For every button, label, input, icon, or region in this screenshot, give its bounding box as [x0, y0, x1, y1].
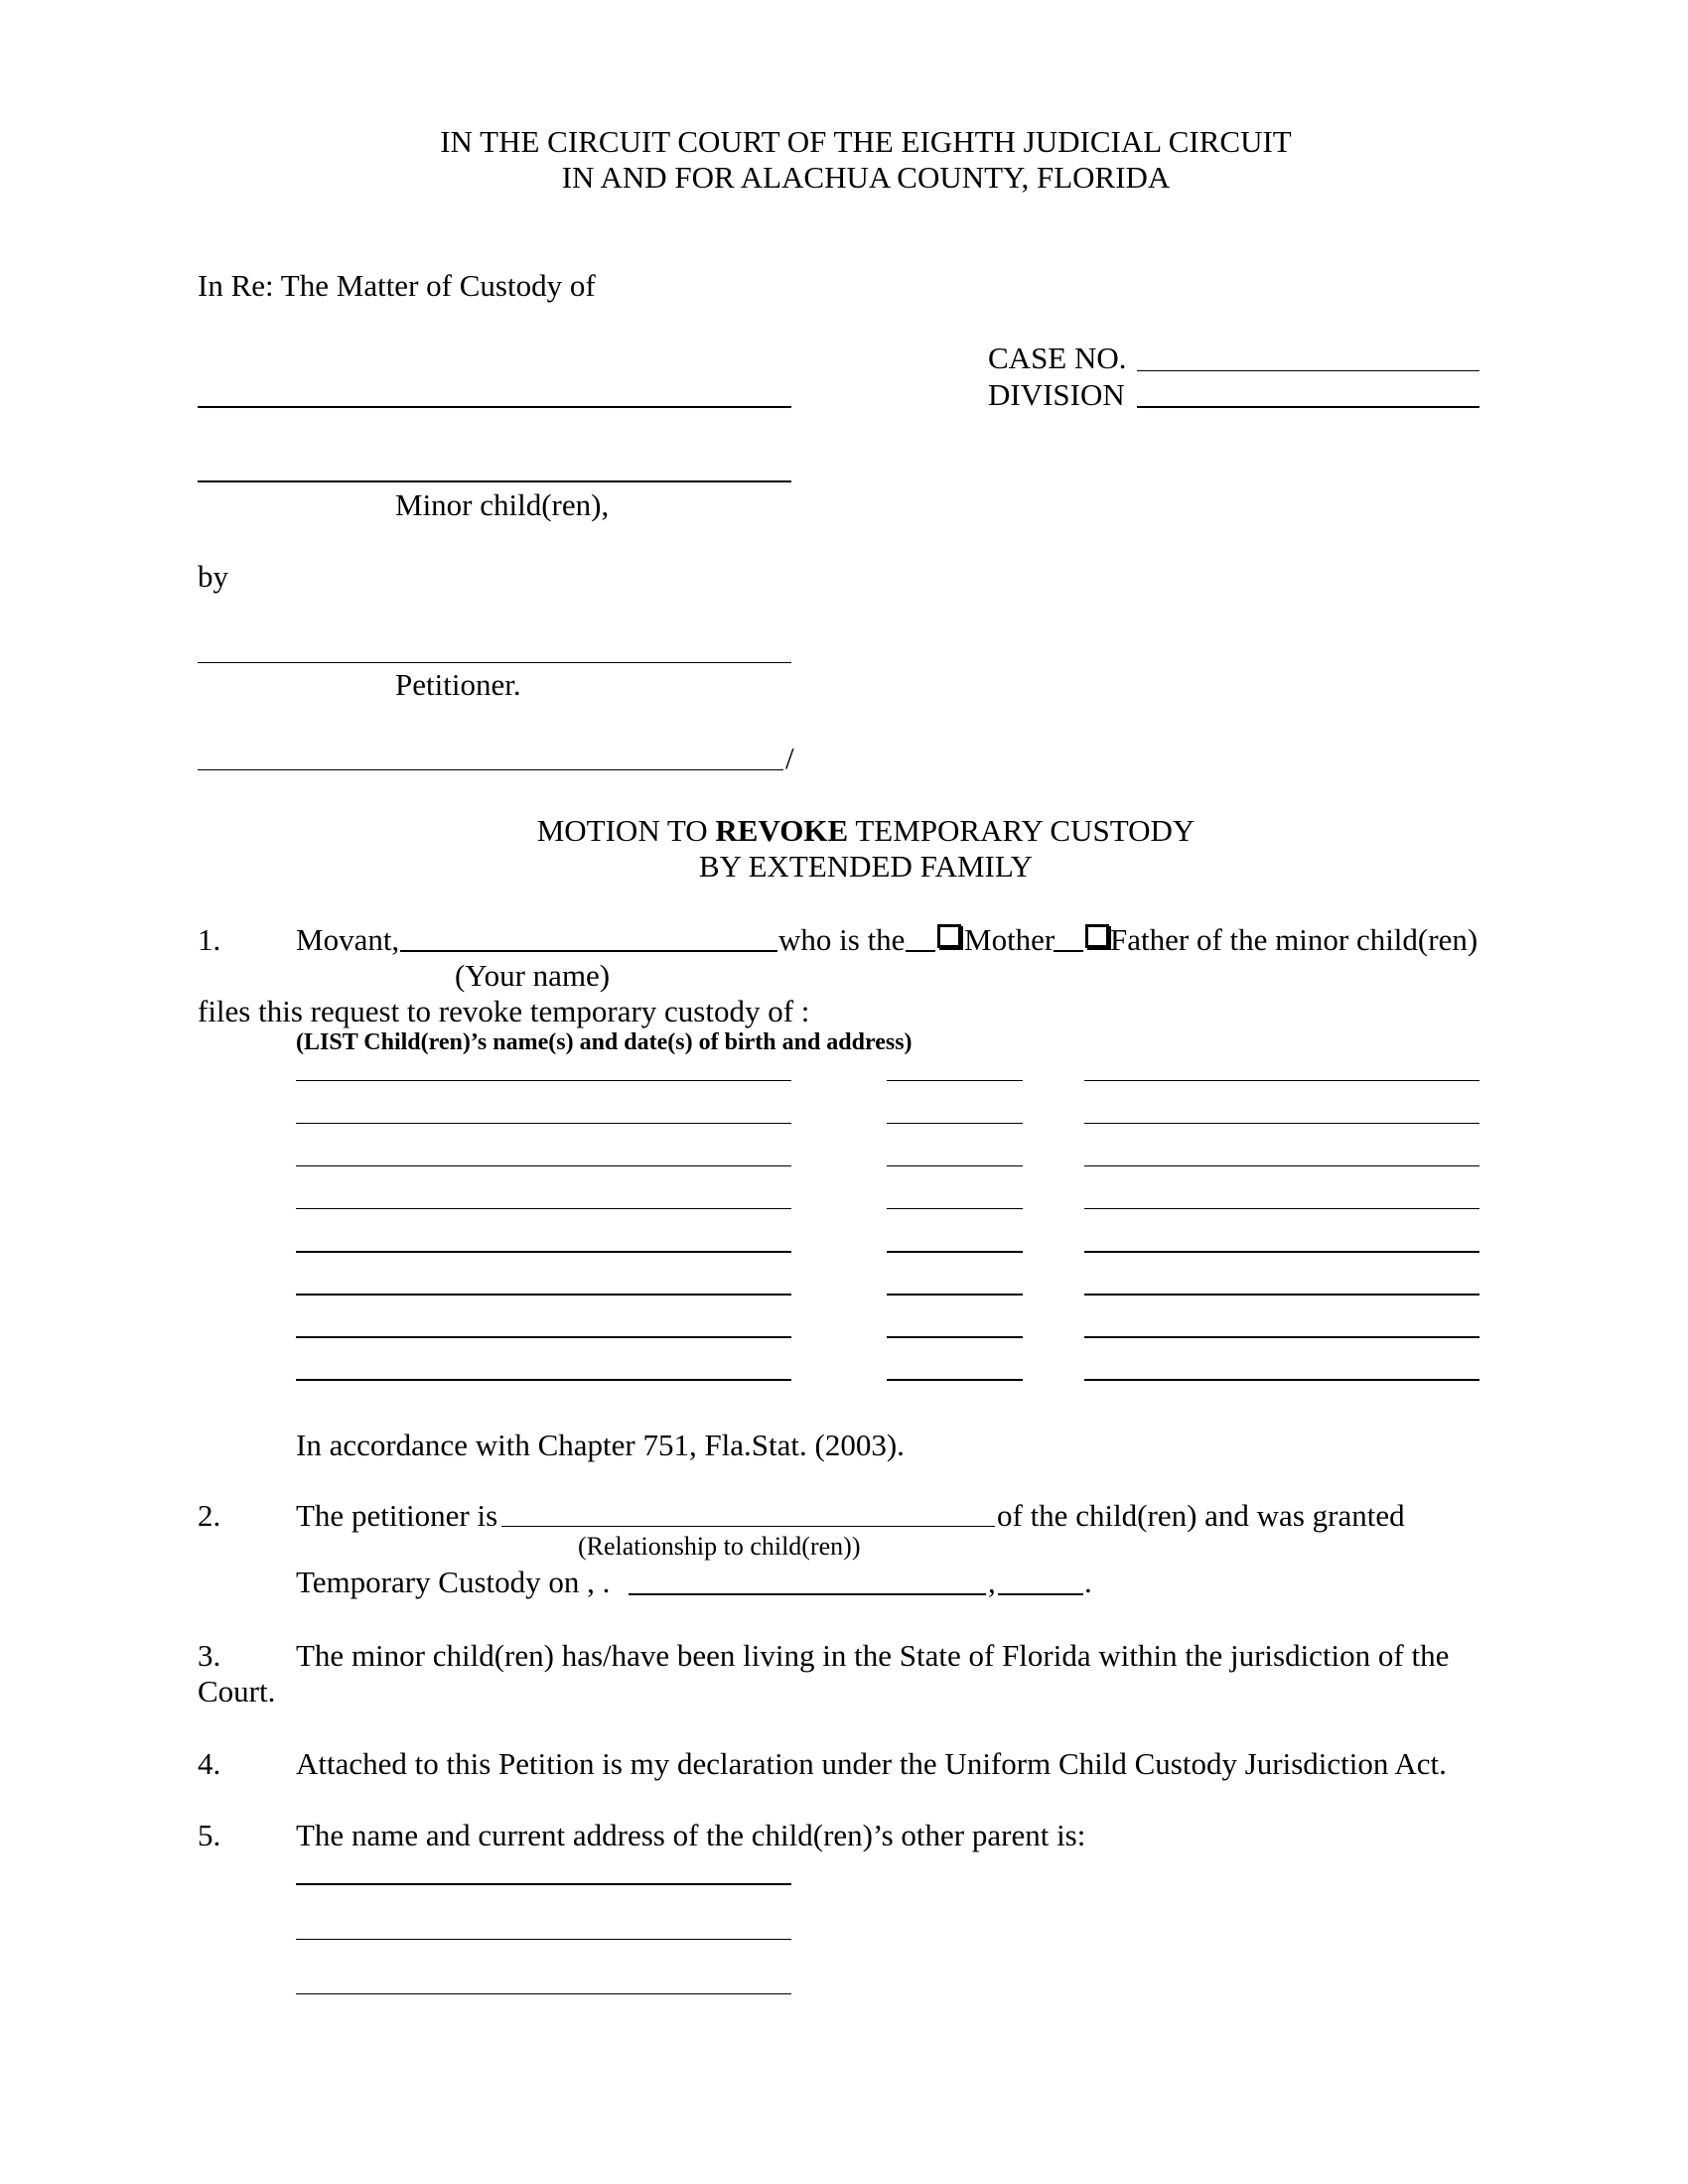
para5-number: 5.: [198, 1818, 221, 1852]
child-address-line-5[interactable]: [1084, 1251, 1479, 1253]
respondent-field[interactable]: [198, 769, 783, 770]
child-name-line-2[interactable]: [296, 1123, 791, 1124]
para3-text-continued: Court.: [198, 1674, 276, 1708]
child-dob-line-3[interactable]: [887, 1165, 1023, 1166]
court-header-line1: IN THE CIRCUIT COURT OF THE EIGHTH JUDICIAL CIRCUIT: [440, 124, 1292, 159]
para1-number: 1.: [198, 922, 221, 957]
child-name-line-3[interactable]: [296, 1165, 791, 1166]
case-no-label: CASE NO.: [988, 341, 1127, 375]
child-address-line-7[interactable]: [1084, 1336, 1479, 1338]
title-part2: TEMPORARY CUSTODY: [848, 813, 1196, 848]
father-label: Father of the minor child(ren): [1110, 922, 1478, 957]
father-checkbox[interactable]: [1085, 924, 1109, 948]
child-name-field-1[interactable]: [198, 406, 791, 408]
document-title-line2: BY EXTENDED FAMILY: [698, 849, 1034, 884]
para2-number: 2.: [198, 1498, 221, 1533]
child-address-line-6[interactable]: [1084, 1294, 1479, 1296]
child-address-line-4[interactable]: [1084, 1208, 1479, 1209]
para3-text: The minor child(ren) has/have been living in the State of Florida within the jurisdiction of the: [296, 1638, 1450, 1673]
child-name-field-2[interactable]: [198, 480, 791, 482]
other-parent-name-field[interactable]: [296, 1883, 791, 1885]
father-blank: [1054, 950, 1083, 952]
para4-text: Attached to this Petition is my declaration under the Uniform Child Custody Jurisdiction Act.: [296, 1746, 1447, 1781]
custody-date-comma: ,: [988, 1565, 996, 1599]
child-dob-line-4[interactable]: [887, 1208, 1023, 1209]
mother-blank: [906, 950, 935, 952]
child-dob-line-5[interactable]: [887, 1251, 1023, 1253]
relationship-hint: (Relationship to child(ren)): [578, 1532, 861, 1561]
child-address-line-8[interactable]: [1084, 1379, 1479, 1381]
child-address-line-1[interactable]: [1084, 1080, 1479, 1081]
mother-label: Mother: [964, 922, 1055, 957]
title-bold: REVOKE: [715, 813, 849, 848]
list-instruction: (LIST Child(ren)’s name(s) and date(s) of birth and address): [296, 1029, 913, 1055]
division-field[interactable]: [1137, 406, 1479, 408]
mother-checkbox[interactable]: [937, 924, 961, 948]
child-dob-line-7[interactable]: [887, 1336, 1023, 1338]
child-dob-line-6[interactable]: [887, 1294, 1023, 1296]
child-name-line-1[interactable]: [296, 1080, 791, 1081]
minor-children-label: Minor child(ren),: [395, 487, 610, 522]
movant-name-field[interactable]: [400, 950, 777, 952]
child-name-line-7[interactable]: [296, 1336, 791, 1338]
other-parent-address-field-1[interactable]: [296, 1939, 791, 1940]
case-no-field[interactable]: [1137, 370, 1479, 371]
files-request-text: files this request to revoke temporary custody of :: [198, 994, 810, 1028]
para2-text-end: of the child(ren) and was granted: [997, 1498, 1405, 1533]
custody-year-field[interactable]: [998, 1593, 1083, 1595]
custody-date-period: .: [1084, 1565, 1092, 1599]
child-name-line-8[interactable]: [296, 1379, 791, 1381]
petitioner-name-field[interactable]: [198, 662, 791, 663]
para4-number: 4.: [198, 1746, 221, 1781]
in-re-label: In Re: The Matter of Custody of: [198, 268, 596, 303]
petitioner-label: Petitioner.: [395, 667, 521, 702]
child-address-line-2[interactable]: [1084, 1123, 1479, 1124]
your-name-hint: (Your name): [455, 958, 611, 993]
child-dob-line-2[interactable]: [887, 1123, 1023, 1124]
statute-text: In accordance with Chapter 751, Fla.Stat. (2003).: [296, 1428, 905, 1462]
title-part1: MOTION TO: [536, 813, 716, 848]
para2-text-start: The petitioner is: [296, 1498, 498, 1533]
child-address-line-3[interactable]: [1084, 1165, 1479, 1166]
temporary-custody-text: Temporary Custody on , .: [296, 1565, 611, 1599]
child-name-line-4[interactable]: [296, 1208, 791, 1209]
child-dob-line-1[interactable]: [887, 1080, 1023, 1081]
para5-text: The name and current address of the child(ren)’s other parent is:: [296, 1818, 1086, 1852]
court-header-line2: IN AND FOR ALACHUA COUNTY, FLORIDA: [561, 160, 1171, 195]
who-is-the-label: who is the: [778, 922, 906, 957]
division-label: DIVISION: [988, 377, 1125, 412]
child-name-line-6[interactable]: [296, 1294, 791, 1296]
custody-date-field[interactable]: [629, 1593, 986, 1595]
other-parent-address-field-2[interactable]: [296, 1993, 791, 1994]
child-dob-line-8[interactable]: [887, 1379, 1023, 1381]
by-label: by: [198, 559, 228, 594]
relationship-field[interactable]: [501, 1526, 995, 1527]
caption-slash: /: [785, 741, 794, 775]
para3-number: 3.: [198, 1638, 221, 1673]
movant-label: Movant,: [296, 922, 400, 957]
child-name-line-5[interactable]: [296, 1251, 791, 1253]
document-title-line1: [0, 815, 1688, 846]
